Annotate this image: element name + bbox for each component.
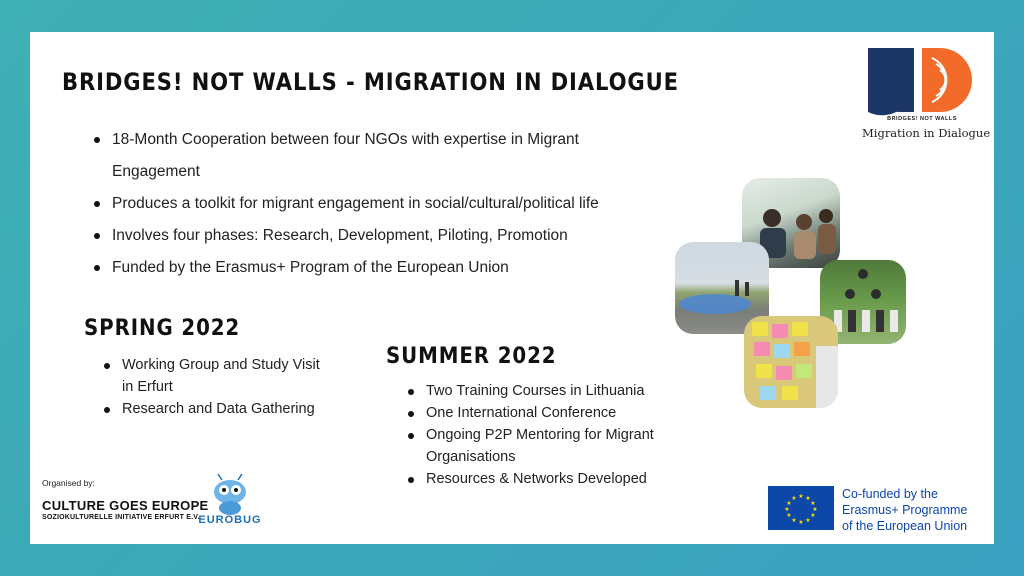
list-item: 18-Month Cooperation between four NGOs with expertise in Migrant Engagement (92, 124, 612, 188)
list-item: Ongoing P2P Mentoring for Migrant Organisations (406, 424, 666, 468)
eurobug-name: EUROBUG (198, 514, 262, 526)
organiser-name: CULTURE GOES EUROPE (42, 498, 209, 513)
slide-card (30, 32, 994, 544)
logo-tag-large: Migration in Dialogue (862, 126, 991, 140)
organiser-subname: SOZIOKULTURELLE INITIATIVE ERFURT E.V. (42, 514, 200, 521)
organised-by-label: Organised by: (42, 478, 95, 488)
page-title: BRIDGES! NOT WALLS - MIGRATION IN DIALOGUE (62, 68, 679, 96)
list-item: Resources & Networks Developed (406, 468, 666, 490)
svg-text:★: ★ (791, 495, 797, 502)
eu-line: Co-funded by the (842, 487, 938, 501)
svg-text:★: ★ (791, 517, 797, 524)
svg-text:★: ★ (805, 495, 811, 502)
svg-text:★: ★ (786, 512, 792, 519)
eurobug-logo (190, 474, 270, 540)
list-item: Produces a toolkit for migrant engagement in social/cultural/political life (92, 188, 612, 220)
spring-list (102, 354, 332, 420)
spring-heading: SPRING 2022 (84, 316, 241, 341)
list-item: Two Training Courses in Lithuania (406, 380, 666, 402)
summer-list (406, 380, 666, 490)
eu-cofunded-text (842, 486, 967, 534)
bug-icon (190, 474, 270, 516)
intro-list (92, 124, 612, 284)
eu-flag-icon (768, 486, 834, 530)
eu-line: of the European Union (842, 519, 968, 533)
eu-line: Erasmus+ Programme (842, 503, 968, 517)
svg-text:★: ★ (812, 506, 818, 513)
summer-heading: SUMMER 2022 (386, 344, 557, 369)
list-item: Working Group and Study Visit in Erfurt (102, 354, 332, 398)
list-item: Funded by the Erasmus+ Program of the European Union (92, 252, 612, 284)
list-item: One International Conference (406, 402, 666, 424)
list-item: Involves four phases: Research, Development, Piloting, Promotion (92, 220, 612, 252)
project-logo (862, 44, 991, 144)
svg-text:★: ★ (798, 519, 804, 526)
list-item: Research and Data Gathering (102, 398, 332, 420)
bridges-logo-icon (862, 44, 982, 116)
svg-text:★: ★ (810, 512, 816, 519)
svg-text:★: ★ (798, 493, 804, 500)
logo-tag-small: BRIDGES! NOT WALLS (887, 116, 957, 122)
sticky-notes-photo (744, 316, 838, 408)
svg-text:★: ★ (805, 517, 811, 524)
svg-text:★: ★ (786, 500, 792, 507)
notes-icon (744, 316, 838, 408)
svg-text:★: ★ (810, 500, 816, 507)
svg-text:★: ★ (784, 506, 790, 513)
